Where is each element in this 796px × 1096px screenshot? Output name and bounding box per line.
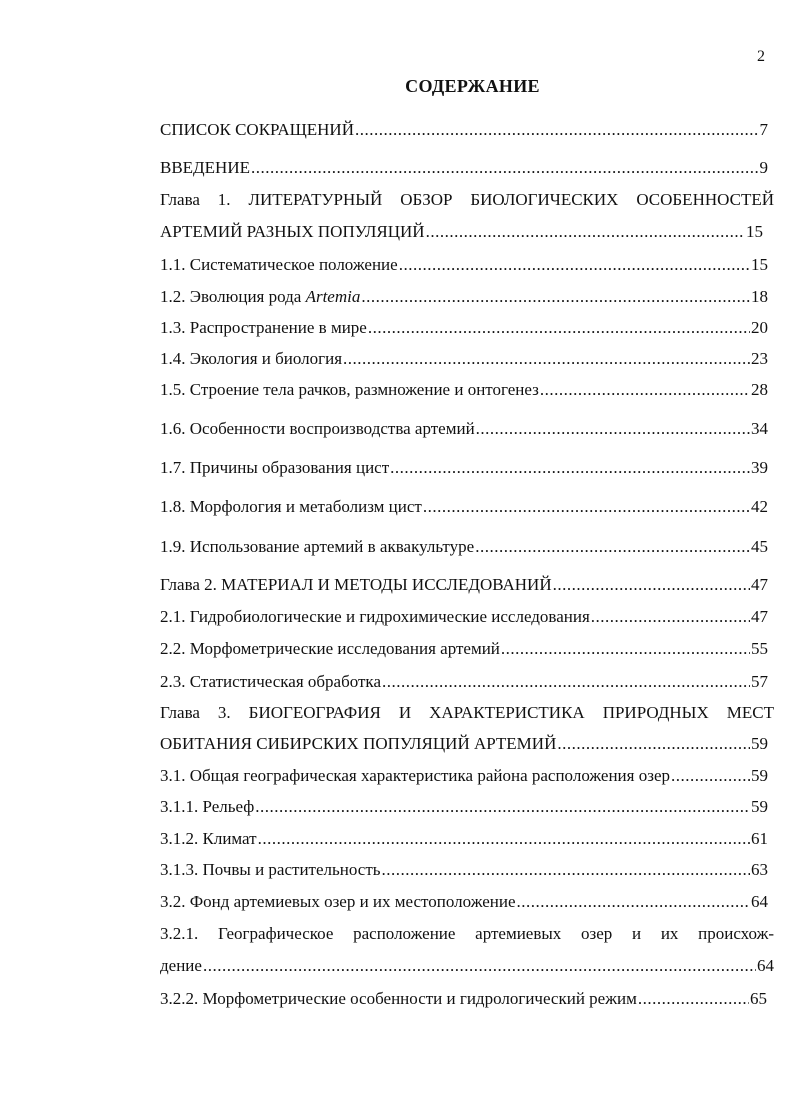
toc-entry-3-1-3: 3.1.3. Почвы и растительность ..... 63 — [160, 860, 768, 880]
toc-entry-3-2-2: 3.2.2. Морфометрические особенности и гидрологический режим ..... 65 — [160, 989, 767, 1009]
page-number: 2 — [757, 48, 765, 65]
toc-entry-1-1: 1.1. Систематическое положение ..... 15 — [160, 255, 768, 275]
toc-chapter-1-line2: АРТЕМИЙ РАЗНЫХ ПОПУЛЯЦИЙ ..... 15 — [160, 222, 763, 242]
toc-entry-1-7: 1.7. Причины образования цист ..... 39 — [160, 458, 768, 478]
toc-entry-3-2-1-line1: 3.2.1. Географическое расположение артемиевых озер и их происхож- — [160, 924, 774, 943]
page-title: СОДЕРЖАНИЕ — [405, 76, 540, 96]
toc-entry-abbreviations: СПИСОК СОКРАЩЕНИЙ ..... 7 — [160, 120, 768, 140]
toc-entry-3-1-2: 3.1.2. Климат ..... 61 — [160, 829, 768, 849]
toc-entry-1-3: 1.3. Распространение в мире ..... 20 — [160, 318, 768, 338]
toc-entry-1-5: 1.5. Строение тела рачков, размножение и онтогенез ..... 28 — [160, 380, 768, 400]
toc-entry-3-2: 3.2. Фонд артемиевых озер и их местоположение ..... 64 — [160, 892, 768, 912]
toc-entry-3-1: 3.1. Общая географическая характеристика района расположения озер ..... 59 — [160, 766, 768, 786]
toc-entry-1-4: 1.4. Экология и биология ..... 23 — [160, 349, 768, 369]
toc-entry-1-6: 1.6. Особенности воспроизводства артемий ..... 34 — [160, 419, 768, 439]
toc-entry-introduction: ВВЕДЕНИЕ ..... 9 — [160, 158, 768, 178]
toc-entry-1-8: 1.8. Морфология и метаболизм цист ..... 42 — [160, 497, 768, 517]
toc-entry-1-9: 1.9. Использование артемий в аквакультуре ..... 45 — [160, 537, 768, 557]
toc-chapter-3-line2: ОБИТАНИЯ СИБИРСКИХ ПОПУЛЯЦИЙ АРТЕМИЙ ..... 59 — [160, 734, 768, 754]
toc-entry-3-2-1-line2: дение ..... 64 — [160, 956, 774, 976]
toc-chapter-2: Глава 2. МАТЕРИАЛ И МЕТОДЫ ИССЛЕДОВАНИЙ ..... 47 — [160, 575, 768, 595]
toc-entry-1-2: 1.2. Эволюция рода Artemia ..... 18 — [160, 287, 768, 307]
toc-chapter-1-line1: Глава 1. ЛИТЕРАТУРНЫЙ ОБЗОР БИОЛОГИЧЕСКИХ ОСОБЕННОСТЕЙ — [160, 190, 774, 209]
toc-entry-2-2: 2.2. Морфометрические исследования артемий ..... 55 — [160, 639, 768, 659]
toc-entry-3-1-1: 3.1.1. Рельеф ..... 59 — [160, 797, 768, 817]
toc-entry-2-3: 2.3. Статистическая обработка ..... 57 — [160, 672, 768, 692]
toc-entry-2-1: 2.1. Гидробиологические и гидрохимические исследования ..... 47 — [160, 607, 768, 627]
toc-chapter-3-line1: Глава 3. БИОГЕОГРАФИЯ И ХАРАКТЕРИСТИКА ПРИРОДНЫХ МЕСТ — [160, 703, 774, 722]
